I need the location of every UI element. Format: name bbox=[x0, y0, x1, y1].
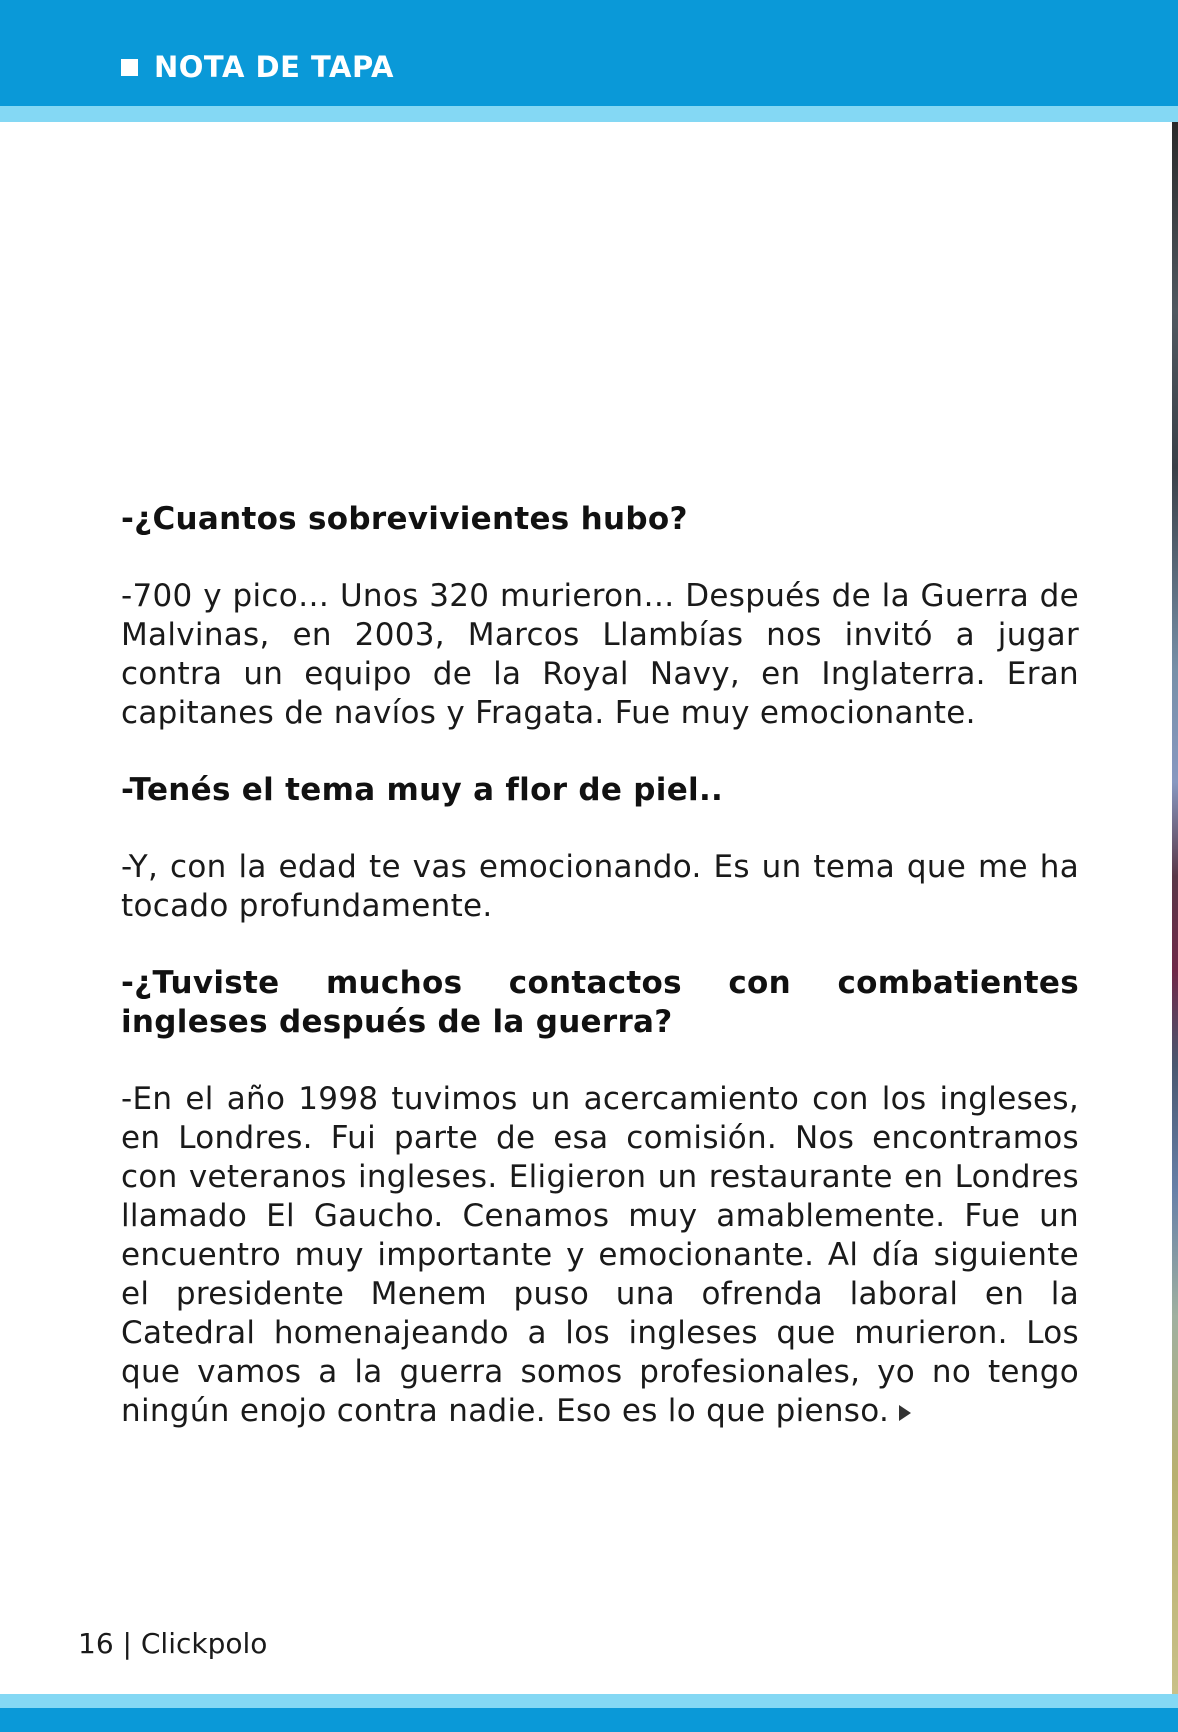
footer-band bbox=[0, 1708, 1178, 1732]
page-folio: 16 | Clickpolo bbox=[78, 1627, 268, 1660]
question-1: -¿Cuantos sobrevivientes hubo? bbox=[121, 501, 688, 537]
section-title: NOTA DE TAPA bbox=[154, 50, 394, 84]
footer-stripe bbox=[0, 1694, 1178, 1708]
square-bullet-icon bbox=[121, 59, 138, 76]
triangle-right-icon bbox=[899, 1405, 911, 1421]
answer-2: -Y, con la edad te vas emocionando. Es un tema que me ha tocado profundamente. bbox=[121, 849, 1079, 924]
page-edge-image-strip bbox=[1172, 122, 1178, 1694]
answer-3 bbox=[121, 1080, 1079, 1431]
section-label bbox=[121, 50, 394, 84]
answer-3-text: -En el año 1998 tuvimos un acercamiento con los ingleses, en Londres. Fui parte de esa comisión. Nos encontramos con veteranos ingleses. Eligieron un restaurante en Londres llamado El Gaucho. Cenamos muy amablemente. Fue un encuentro muy importante y emocionante. Al día siguiente el presidente Menem puso una ofrenda laboral en la Catedral homenajeando a los ingleses que murieron. Los que vamos a la guerra somos profesionales, yo no tengo ningún enojo contra nadie. Eso es lo que pienso. bbox=[121, 1081, 1079, 1429]
header-stripe bbox=[0, 106, 1178, 122]
question-3: -¿Tuviste muchos contactos con combatientes ingleses después de la guerra? bbox=[121, 965, 1079, 1040]
question-2: -Tenés el tema muy a flor de piel.. bbox=[121, 772, 724, 808]
answer-1: -700 y pico… Unos 320 murieron… Después de la Guerra de Malvinas, en 2003, Marcos Llambías nos invitó a jugar contra un equipo de la Royal Navy, en Inglaterra. Eran capitanes de navíos y Fragata. Fue muy emocionante. bbox=[121, 578, 1079, 731]
article-body bbox=[121, 500, 1079, 1469]
